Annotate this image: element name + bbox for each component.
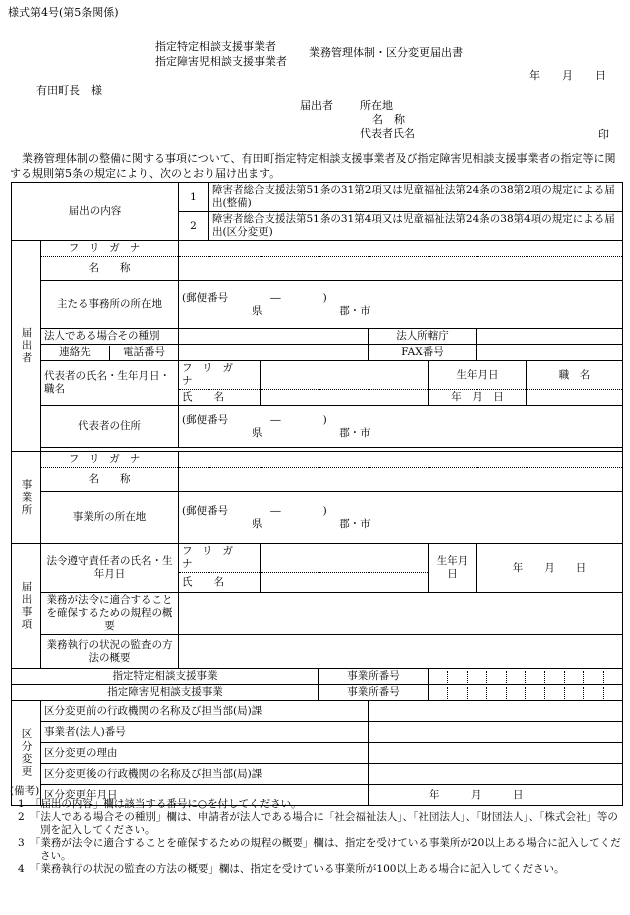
compliance-rules-label: 業務が法令に適合することを確保するための規程の概要 [41, 593, 179, 635]
contact-label: 連絡先 [41, 346, 110, 360]
items-section-label: 届出事項 [12, 544, 41, 669]
content-option2: 障害者総合支援法第51条の31第4項又は児童福祉法第24条の38第4項の規定による届出(区分変更) [209, 212, 623, 241]
content-option2-number[interactable]: 2 [179, 212, 209, 241]
corp-authority-field[interactable] [477, 329, 623, 345]
rep-name-field[interactable] [261, 390, 429, 406]
rep-furigana-label: フリガナ [179, 361, 261, 390]
designated-child-label: 指定障害児相談支援事業 [12, 685, 319, 701]
main-office-postal: (郵便番号 ― ) [182, 291, 327, 304]
office-name-field[interactable] [179, 468, 623, 492]
officer-furigana-field[interactable] [261, 544, 429, 573]
notifier-rep-label: 代表者氏名 [360, 127, 415, 140]
officer-furigana-label: フリガナ [179, 544, 261, 573]
office-name-label: 名 称 [41, 468, 179, 492]
change-reason-field[interactable] [369, 743, 623, 764]
intro-paragraph: 業務管理体制の整備に関する事項について、有田町指定特定相談支援事業者及び指定障害児相談支援事業者の指定等に関する規則第5条の規定により、次のとおり届け出ます。 [10, 152, 616, 180]
change-section-label: 区分変更 [12, 701, 41, 806]
title-business-types [155, 39, 287, 69]
main-office-county-city: 郡・市 [339, 304, 371, 317]
office-postal: (郵便番号 ― ) [182, 504, 327, 517]
change-before-field[interactable] [369, 701, 623, 722]
main-office-field[interactable] [179, 281, 623, 329]
corp-authority-label: 法人所轄庁 [369, 329, 477, 345]
rep-furigana-field[interactable] [261, 361, 429, 390]
change-date-label: 区分変更年月日 [41, 785, 369, 806]
main-office-prefecture: 県 [252, 304, 263, 317]
change-date-field[interactable]: 年 月 日 [369, 785, 623, 806]
rep-job-label: 職 名 [527, 361, 623, 390]
corp-type-label: 法人である場合その種別 [41, 329, 179, 345]
office-location-field[interactable] [179, 492, 623, 544]
notification-form-table [11, 182, 623, 806]
notes-section [10, 785, 625, 876]
content-option1: 障害者総合支援法第51条の31第2項又は児童福祉法第24条の38第2項の規定による届出(整備) [209, 183, 623, 212]
note-1: 1 「届出の内容」欄は該当する番号に○を付してください。 [18, 798, 302, 810]
seal-mark: 印 [598, 128, 609, 141]
rep-address-label: 代表者の住所 [41, 406, 179, 448]
change-after-field[interactable] [369, 764, 623, 785]
office-number-label-2: 事業所番号 [319, 685, 429, 701]
rep-info-label: 代表者の氏名・生年月日・職名 [41, 361, 179, 406]
officer-birth-field[interactable]: 年 月 日 [477, 544, 623, 593]
compliance-rules-field[interactable] [179, 593, 623, 635]
audit-method-field[interactable] [179, 635, 623, 669]
rep-address-postal: (郵便番号 ― ) [182, 413, 327, 426]
officer-birth-label: 生年月日 [429, 544, 477, 593]
rep-address-field[interactable] [179, 406, 623, 448]
submission-date: 年 月 日 [529, 69, 606, 82]
fax-field[interactable] [477, 345, 623, 361]
name-label: 名 称 [41, 257, 179, 281]
compliance-officer-label: 法令遵守責任者の氏名・生年月日 [41, 544, 179, 593]
notifier-address-label: 所在地 [360, 99, 393, 112]
office-number-field-1[interactable] [429, 669, 623, 685]
furigana-field[interactable] [179, 241, 623, 257]
content-label: 届出の内容 [12, 183, 179, 241]
office-location-label: 事業所の所在地 [41, 492, 179, 544]
content-option1-number[interactable]: 1 [179, 183, 209, 212]
office-prefecture: 県 [252, 517, 263, 530]
office-number-label-1: 事業所番号 [319, 669, 429, 685]
name-field[interactable] [179, 257, 623, 281]
change-after-label: 区分変更後の行政機関の名称及び担当部(局)課 [41, 764, 369, 785]
corp-type-field[interactable] [179, 329, 369, 345]
addressee: 有田町長 様 [36, 84, 102, 97]
change-before-label: 区分変更前の行政機関の名称及び担当部(局)課 [41, 701, 369, 722]
note-3: 3 「業務が法令に適合することを確保するための規程の概要」欄は、指定を受けている事業所が20以上ある場合に記入してください。 [18, 837, 621, 862]
office-furigana-label: フリガナ [41, 452, 179, 468]
note-2: 2 「法人である場合その種別」欄は、申請者が法人である場合に「社会福祉法人」、「社団法人」、「財団法人」、「株式会社」等の別を記入してください。 [18, 811, 618, 836]
rep-job-field[interactable] [527, 390, 623, 406]
business-number-field[interactable] [369, 722, 623, 743]
furigana-label: フリガナ [41, 241, 179, 257]
rep-birth-label: 生年月日 [429, 361, 527, 390]
title-line2: 指定障害児相談支援事業者 [155, 55, 287, 68]
audit-method-label: 業務執行の状況の監査の方法の概要 [41, 635, 179, 669]
notifier-name-label: 名 称 [372, 113, 405, 126]
business-number-label: 事業者(法人)番号 [41, 722, 369, 743]
office-furigana-field[interactable] [179, 452, 623, 468]
notifier-section-label: 届出者 [12, 241, 41, 452]
title-line1: 指定特定相談支援事業者 [155, 40, 276, 53]
rep-birth-field[interactable]: 年 月 日 [429, 390, 527, 406]
main-office-label: 主たる事務所の所在地 [41, 281, 179, 329]
office-number-field-2[interactable] [429, 685, 623, 701]
contact-phone-label-cell [41, 345, 179, 361]
phone-field[interactable] [179, 345, 369, 361]
notes-heading: (備考) [10, 785, 40, 797]
office-county-city: 郡・市 [339, 517, 371, 530]
document-title: 業務管理体制・区分変更届出書 [309, 46, 463, 59]
officer-name-label: 氏 名 [179, 573, 261, 593]
rep-name-label: 氏 名 [179, 390, 261, 406]
change-reason-label: 区分変更の理由 [41, 743, 369, 764]
office-section-label: 事業所 [12, 452, 41, 544]
rep-address-prefecture: 県 [252, 426, 263, 439]
notifier-fields [360, 99, 415, 141]
officer-name-field[interactable] [261, 573, 429, 593]
notifier-label: 届出者 [300, 99, 333, 112]
designated-specific-label: 指定特定相談支援事業 [12, 669, 319, 685]
phone-label: 電話番号 [123, 345, 165, 358]
note-4: 4 「業務執行の状況の監査の方法の概要」欄は、指定を受けている事業所が100以上ある場合に記入してください。 [18, 863, 565, 875]
form-number: 様式第4号(第5条関係) [8, 6, 119, 19]
fax-label: FAX番号 [369, 345, 477, 361]
rep-address-county-city: 郡・市 [339, 426, 371, 439]
